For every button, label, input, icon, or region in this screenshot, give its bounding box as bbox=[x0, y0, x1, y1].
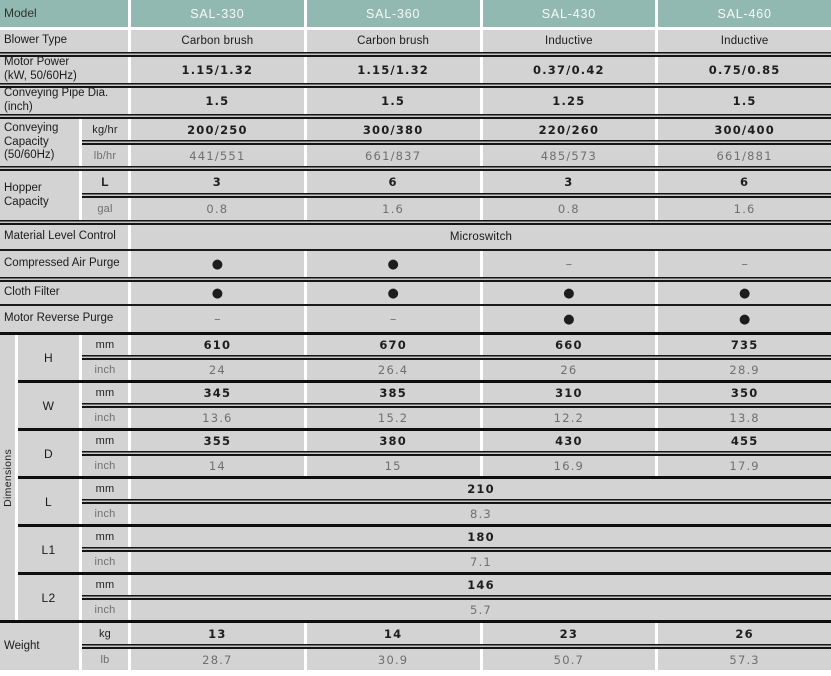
spec-value-cell: 15.2 bbox=[307, 408, 480, 428]
spec-value-cell: 1.15/1.32 bbox=[131, 57, 304, 83]
spec-value-cell: 1.6 bbox=[658, 198, 831, 220]
spec-value-cell: 12.2 bbox=[483, 408, 656, 428]
dimensions-label-text: Dimensions bbox=[1, 448, 14, 507]
spec-value-cell: 50.7 bbox=[483, 649, 656, 670]
spec-value-cell: 1.15/1.32 bbox=[307, 57, 480, 83]
spec-row-air-purge bbox=[0, 251, 831, 277]
dimension-group-W bbox=[18, 383, 831, 428]
dimension-inch-row bbox=[82, 456, 831, 476]
row-label-hopper-capacity: Hopper Capacity bbox=[0, 171, 79, 220]
dimension-inch-row bbox=[82, 504, 831, 524]
spec-row-motor-power bbox=[0, 57, 831, 83]
spec-value-cell: 1.25 bbox=[483, 88, 656, 114]
unit-cell: mm bbox=[82, 383, 128, 403]
unit-cell: mm bbox=[82, 527, 128, 547]
row-label-blower-type: Blower Type bbox=[0, 30, 128, 52]
dimension-mm-row bbox=[82, 335, 831, 355]
spec-section-dimensions bbox=[0, 335, 831, 620]
spec-value-cell: 26.4 bbox=[307, 360, 480, 380]
spec-value-cell: 1.5 bbox=[658, 88, 831, 114]
spec-value-cell: 660 bbox=[483, 335, 656, 355]
spec-value-cell: 220/260 bbox=[483, 119, 656, 140]
spec-subrow-lb bbox=[82, 649, 831, 670]
unit-cell: inch bbox=[82, 360, 128, 380]
unit-cell: mm bbox=[82, 431, 128, 451]
row-label-motor-reverse: Motor Reverse Purge bbox=[0, 306, 128, 332]
spec-value-cell: 26 bbox=[658, 623, 831, 644]
spec-row-cloth-filter bbox=[0, 282, 831, 304]
unit-cell: inch bbox=[82, 456, 128, 476]
spec-value-cell: 28.9 bbox=[658, 360, 831, 380]
dimension-mm-row bbox=[82, 431, 831, 451]
model-column-header: SAL-360 bbox=[307, 0, 480, 27]
spec-row-pipe-dia bbox=[0, 88, 831, 114]
feature-marker-cell: – bbox=[483, 251, 656, 277]
spec-value-cell: 0.75/0.85 bbox=[658, 57, 831, 83]
model-header-label: Model bbox=[0, 0, 128, 27]
spec-value-cell: 380 bbox=[307, 431, 480, 451]
spec-value-cell: 30.9 bbox=[307, 649, 480, 670]
spec-value-cell: 350 bbox=[658, 383, 831, 403]
unit-cell: lb/hr bbox=[82, 145, 128, 166]
feature-marker-cell: – bbox=[131, 306, 304, 332]
feature-marker-cell: ● bbox=[131, 282, 304, 304]
row-label-conveying-capacity: Conveying Capacity (50/60Hz) bbox=[0, 119, 79, 166]
unit-cell: kg/hr bbox=[82, 119, 128, 140]
spec-value-cell: 610 bbox=[131, 335, 304, 355]
dimension-letter-cell: D bbox=[18, 431, 79, 476]
feature-marker-cell: ● bbox=[658, 306, 831, 332]
dimension-letter-cell: L bbox=[18, 479, 79, 524]
model-column-header: SAL-460 bbox=[658, 0, 831, 27]
spec-value-cell: 3 bbox=[483, 171, 656, 193]
spec-value-cell: 345 bbox=[131, 383, 304, 403]
spec-row-blower-type bbox=[0, 30, 831, 52]
dimension-inch-row bbox=[82, 600, 831, 620]
spec-value-cell: 430 bbox=[483, 431, 656, 451]
spec-value-cell: 1.5 bbox=[131, 88, 304, 114]
spec-value-cell: 355 bbox=[131, 431, 304, 451]
spec-value-cell: 200/250 bbox=[131, 119, 304, 140]
spec-value-cell: 0.8 bbox=[483, 198, 656, 220]
spec-value-cell: Inductive bbox=[483, 30, 656, 52]
dimension-inch-row bbox=[82, 360, 831, 380]
unit-cell: gal bbox=[82, 198, 128, 220]
spec-value-cell: 455 bbox=[658, 431, 831, 451]
spec-value-cell: 13 bbox=[131, 623, 304, 644]
row-label-line: Conveying Pipe Dia. bbox=[4, 87, 109, 100]
dimension-group-H bbox=[18, 335, 831, 380]
unit-cell: inch bbox=[82, 600, 128, 620]
dimensions-vertical-label bbox=[0, 335, 15, 620]
spec-value-cell: 670 bbox=[307, 335, 480, 355]
merged-value-cell: 180 bbox=[131, 527, 831, 547]
spec-value-cell: Carbon brush bbox=[307, 30, 480, 52]
unit-cell: inch bbox=[82, 408, 128, 428]
spec-value-cell: Inductive bbox=[658, 30, 831, 52]
row-label-material-level: Material Level Control bbox=[0, 225, 128, 249]
spec-subrow-liters bbox=[82, 171, 831, 193]
spec-subrow-kghr bbox=[82, 119, 831, 140]
spec-value-cell: 310 bbox=[483, 383, 656, 403]
spec-value-cell: 17.9 bbox=[658, 456, 831, 476]
spec-value-cell: 661/837 bbox=[307, 145, 480, 166]
merged-value-cell: 210 bbox=[131, 479, 831, 499]
spec-value-cell: 13.8 bbox=[658, 408, 831, 428]
dimension-group-L1 bbox=[18, 527, 831, 572]
row-label-air-purge: Compressed Air Purge bbox=[0, 251, 128, 277]
dimension-mm-row bbox=[82, 383, 831, 403]
unit-cell: inch bbox=[82, 504, 128, 524]
row-label-line: Motor Power bbox=[4, 56, 70, 69]
spec-value-cell: 57.3 bbox=[658, 649, 831, 670]
row-label-weight: Weight bbox=[0, 623, 79, 670]
dimension-group-L bbox=[18, 479, 831, 524]
spec-value-cell: 16.9 bbox=[483, 456, 656, 476]
spec-value-cell: 13.6 bbox=[131, 408, 304, 428]
feature-marker-cell: – bbox=[658, 251, 831, 277]
dimension-inch-row bbox=[82, 408, 831, 428]
spec-value-cell: 14 bbox=[307, 623, 480, 644]
spec-value-cell: 661/881 bbox=[658, 145, 831, 166]
dimension-mm-row bbox=[82, 479, 831, 499]
spec-value-cell: 0.8 bbox=[131, 198, 304, 220]
spec-value-cell: 15 bbox=[307, 456, 480, 476]
spec-value-cell: 24 bbox=[131, 360, 304, 380]
merged-value-cell: Microswitch bbox=[131, 225, 831, 249]
dimension-group-D bbox=[18, 431, 831, 476]
feature-marker-cell: ● bbox=[483, 306, 656, 332]
unit-cell: L bbox=[82, 171, 128, 193]
spec-section-weight bbox=[0, 623, 831, 670]
dimension-letter-cell: L1 bbox=[18, 527, 79, 572]
spec-value-cell: 385 bbox=[307, 383, 480, 403]
spec-value-cell: 3 bbox=[131, 171, 304, 193]
unit-cell: mm bbox=[82, 479, 128, 499]
feature-marker-cell: ● bbox=[307, 282, 480, 304]
row-label-subline: (kW, 50/60Hz) bbox=[4, 70, 77, 82]
dimension-letter-cell: H bbox=[18, 335, 79, 380]
dimension-group-L2 bbox=[18, 575, 831, 620]
feature-marker-cell: ● bbox=[307, 251, 480, 277]
dimension-letter-cell: W bbox=[18, 383, 79, 428]
feature-marker-cell: ● bbox=[658, 282, 831, 304]
model-column-header: SAL-330 bbox=[131, 0, 304, 27]
merged-value-cell: 8.3 bbox=[131, 504, 831, 524]
spec-value-cell: 28.7 bbox=[131, 649, 304, 670]
spec-section-hopper-capacity bbox=[0, 171, 831, 220]
merged-value-cell: 7.1 bbox=[131, 552, 831, 572]
spec-value-cell: 0.37/0.42 bbox=[483, 57, 656, 83]
unit-cell: lb bbox=[82, 649, 128, 670]
spec-section-conveying-capacity bbox=[0, 119, 831, 166]
spec-value-cell: 26 bbox=[483, 360, 656, 380]
spec-value-cell: 300/400 bbox=[658, 119, 831, 140]
spec-subrow-lbhr bbox=[82, 145, 831, 166]
spec-value-cell: 23 bbox=[483, 623, 656, 644]
spec-subrow-gallons bbox=[82, 198, 831, 220]
dimension-mm-row bbox=[82, 527, 831, 547]
spec-value-cell: 1.5 bbox=[307, 88, 480, 114]
dimension-inch-row bbox=[82, 552, 831, 572]
merged-value-cell: 146 bbox=[131, 575, 831, 595]
spec-subrow-kg bbox=[82, 623, 831, 644]
spec-value-cell: 441/551 bbox=[131, 145, 304, 166]
dimension-letter-cell: L2 bbox=[18, 575, 79, 620]
row-label-subline: (inch) bbox=[4, 101, 33, 113]
table-header-row bbox=[0, 0, 831, 27]
spec-value-cell: 6 bbox=[307, 171, 480, 193]
unit-cell: mm bbox=[82, 575, 128, 595]
spec-value-cell: 485/573 bbox=[483, 145, 656, 166]
spec-value-cell: 14 bbox=[131, 456, 304, 476]
spec-value-cell: 6 bbox=[658, 171, 831, 193]
unit-cell: mm bbox=[82, 335, 128, 355]
model-column-header: SAL-430 bbox=[483, 0, 656, 27]
merged-value-cell: 5.7 bbox=[131, 600, 831, 620]
row-label-pipe-dia bbox=[0, 88, 128, 114]
spec-value-cell: 300/380 bbox=[307, 119, 480, 140]
spec-value-cell: Carbon brush bbox=[131, 30, 304, 52]
feature-marker-cell: ● bbox=[131, 251, 304, 277]
unit-cell: inch bbox=[82, 552, 128, 572]
spec-row-motor-reverse bbox=[0, 306, 831, 332]
row-label-cloth-filter: Cloth Filter bbox=[0, 282, 128, 304]
spec-value-cell: 1.6 bbox=[307, 198, 480, 220]
unit-cell: kg bbox=[82, 623, 128, 644]
feature-marker-cell: – bbox=[307, 306, 480, 332]
feature-marker-cell: ● bbox=[483, 282, 656, 304]
spec-value-cell: 735 bbox=[658, 335, 831, 355]
row-label-motor-power bbox=[0, 57, 128, 83]
spec-row-material-level bbox=[0, 225, 831, 249]
dimension-mm-row bbox=[82, 575, 831, 595]
